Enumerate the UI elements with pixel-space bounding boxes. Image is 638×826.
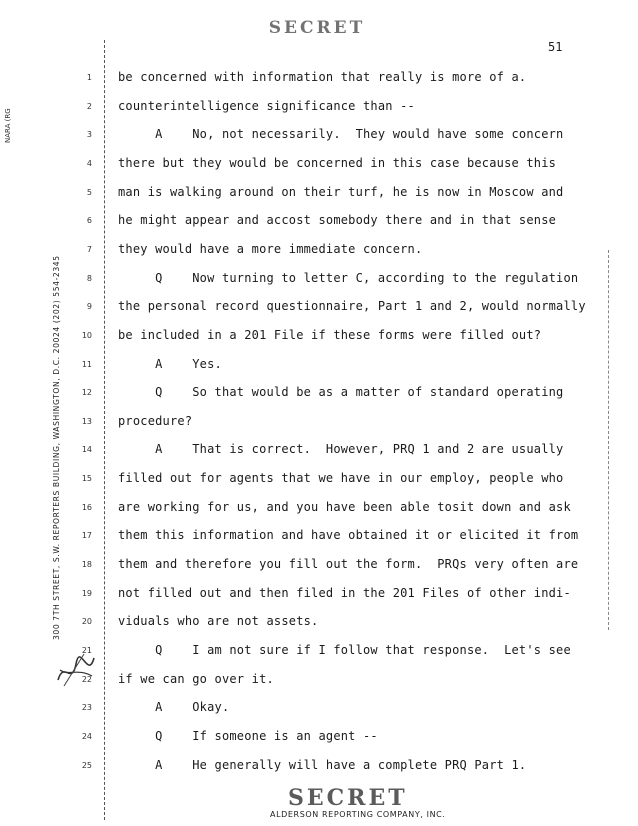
line-number: 2 bbox=[86, 101, 92, 111]
line-number: 11 bbox=[81, 359, 92, 369]
line-number: 21 bbox=[81, 646, 92, 655]
reporting-company-footer: ALDERSON REPORTING COMPANY, INC. bbox=[270, 810, 446, 819]
left-margin-rule bbox=[104, 40, 105, 820]
transcript-line: there but they would be concerned in this case because this bbox=[118, 155, 557, 170]
transcript-line: if we can go over it. bbox=[118, 671, 274, 686]
transcript-line: A No, not necessarily. They would have some concern bbox=[118, 127, 564, 142]
line-number: 10 bbox=[81, 330, 92, 340]
line-number: 6 bbox=[86, 216, 92, 226]
transcript-line: they would have a more immediate concern. bbox=[118, 241, 423, 256]
left-edge-archive-text: NARA (RG bbox=[4, 108, 12, 143]
line-number: 14 bbox=[81, 445, 92, 455]
line-number: 24 bbox=[81, 731, 92, 741]
transcript-line: procedure? bbox=[118, 413, 193, 428]
transcript-line: A That is correct. However, PRQ 1 and 2 are usually bbox=[118, 442, 564, 457]
left-margin-address: 300 7TH STREET, S.W. REPORTERS BUILDING, WASHINGTON, D.C. 20024 (202) 554-2345 bbox=[52, 255, 61, 640]
line-number: 15 bbox=[81, 474, 92, 484]
transcript-line: A Okay. bbox=[118, 700, 230, 715]
line-number: 23 bbox=[81, 703, 92, 713]
line-number: 18 bbox=[81, 560, 92, 570]
line-number: 4 bbox=[86, 158, 92, 168]
line-number: 1 bbox=[86, 73, 92, 82]
line-number: 9 bbox=[86, 302, 92, 312]
line-number: 8 bbox=[86, 273, 92, 283]
transcript-line: A Yes. bbox=[118, 356, 222, 371]
transcript-line: he might appear and accost somebody there and in that sense bbox=[118, 213, 557, 228]
transcript-line: be concerned with information that really is more of a. bbox=[118, 70, 527, 84]
line-number: 12 bbox=[81, 388, 92, 398]
line-number: 3 bbox=[86, 130, 92, 140]
line-number: 13 bbox=[81, 416, 92, 426]
top-classification-stamp: SECRET bbox=[268, 18, 366, 38]
transcript-line: counterintelligence significance than -- bbox=[118, 98, 415, 113]
line-number: 20 bbox=[81, 617, 92, 627]
line-number: 22 bbox=[81, 674, 92, 684]
transcript-line: them and therefore you fill out the form. PRQs very often are bbox=[118, 557, 579, 572]
line-number: 5 bbox=[86, 187, 92, 197]
transcript-line: be included in a 201 File if these forms were filled out? bbox=[118, 327, 542, 342]
transcript-line: A He generally will have a complete PRQ Part 1. bbox=[118, 757, 527, 772]
transcript-line: Q So that would be as a matter of standard operating bbox=[118, 385, 564, 400]
page-number: 51 bbox=[548, 40, 563, 54]
bottom-classification-stamp: SECRET bbox=[288, 785, 408, 811]
right-margin-rule bbox=[608, 250, 609, 630]
line-number: 19 bbox=[81, 588, 92, 598]
line-number: 16 bbox=[81, 502, 92, 512]
line-number: 17 bbox=[81, 531, 92, 541]
transcript-line: Q I am not sure if I follow that response. Let's see bbox=[118, 643, 571, 657]
transcript-line: them this information and have obtained it or elicited it from bbox=[118, 528, 579, 543]
transcript-line: filled out for agents that we have in our employ, people who bbox=[118, 471, 564, 486]
transcript-line: Q Now turning to letter C, according to the regulation bbox=[118, 270, 579, 285]
transcript-line: Q If someone is an agent -- bbox=[118, 728, 378, 743]
transcript-line: man is walking around on their turf, he is now in Moscow and bbox=[118, 184, 564, 199]
handwritten-mark-icon bbox=[54, 650, 98, 690]
transcript-line: not filled out and then filed in the 201 Files of other indi- bbox=[118, 585, 571, 600]
transcript-line: the personal record questionnaire, Part 1 and 2, would normally bbox=[118, 299, 586, 314]
line-number: 25 bbox=[81, 760, 92, 770]
transcript-line: viduals who are not assets. bbox=[118, 614, 319, 629]
transcript-line: are working for us, and you have been able tosit down and ask bbox=[118, 499, 571, 514]
line-number: 7 bbox=[86, 244, 92, 254]
